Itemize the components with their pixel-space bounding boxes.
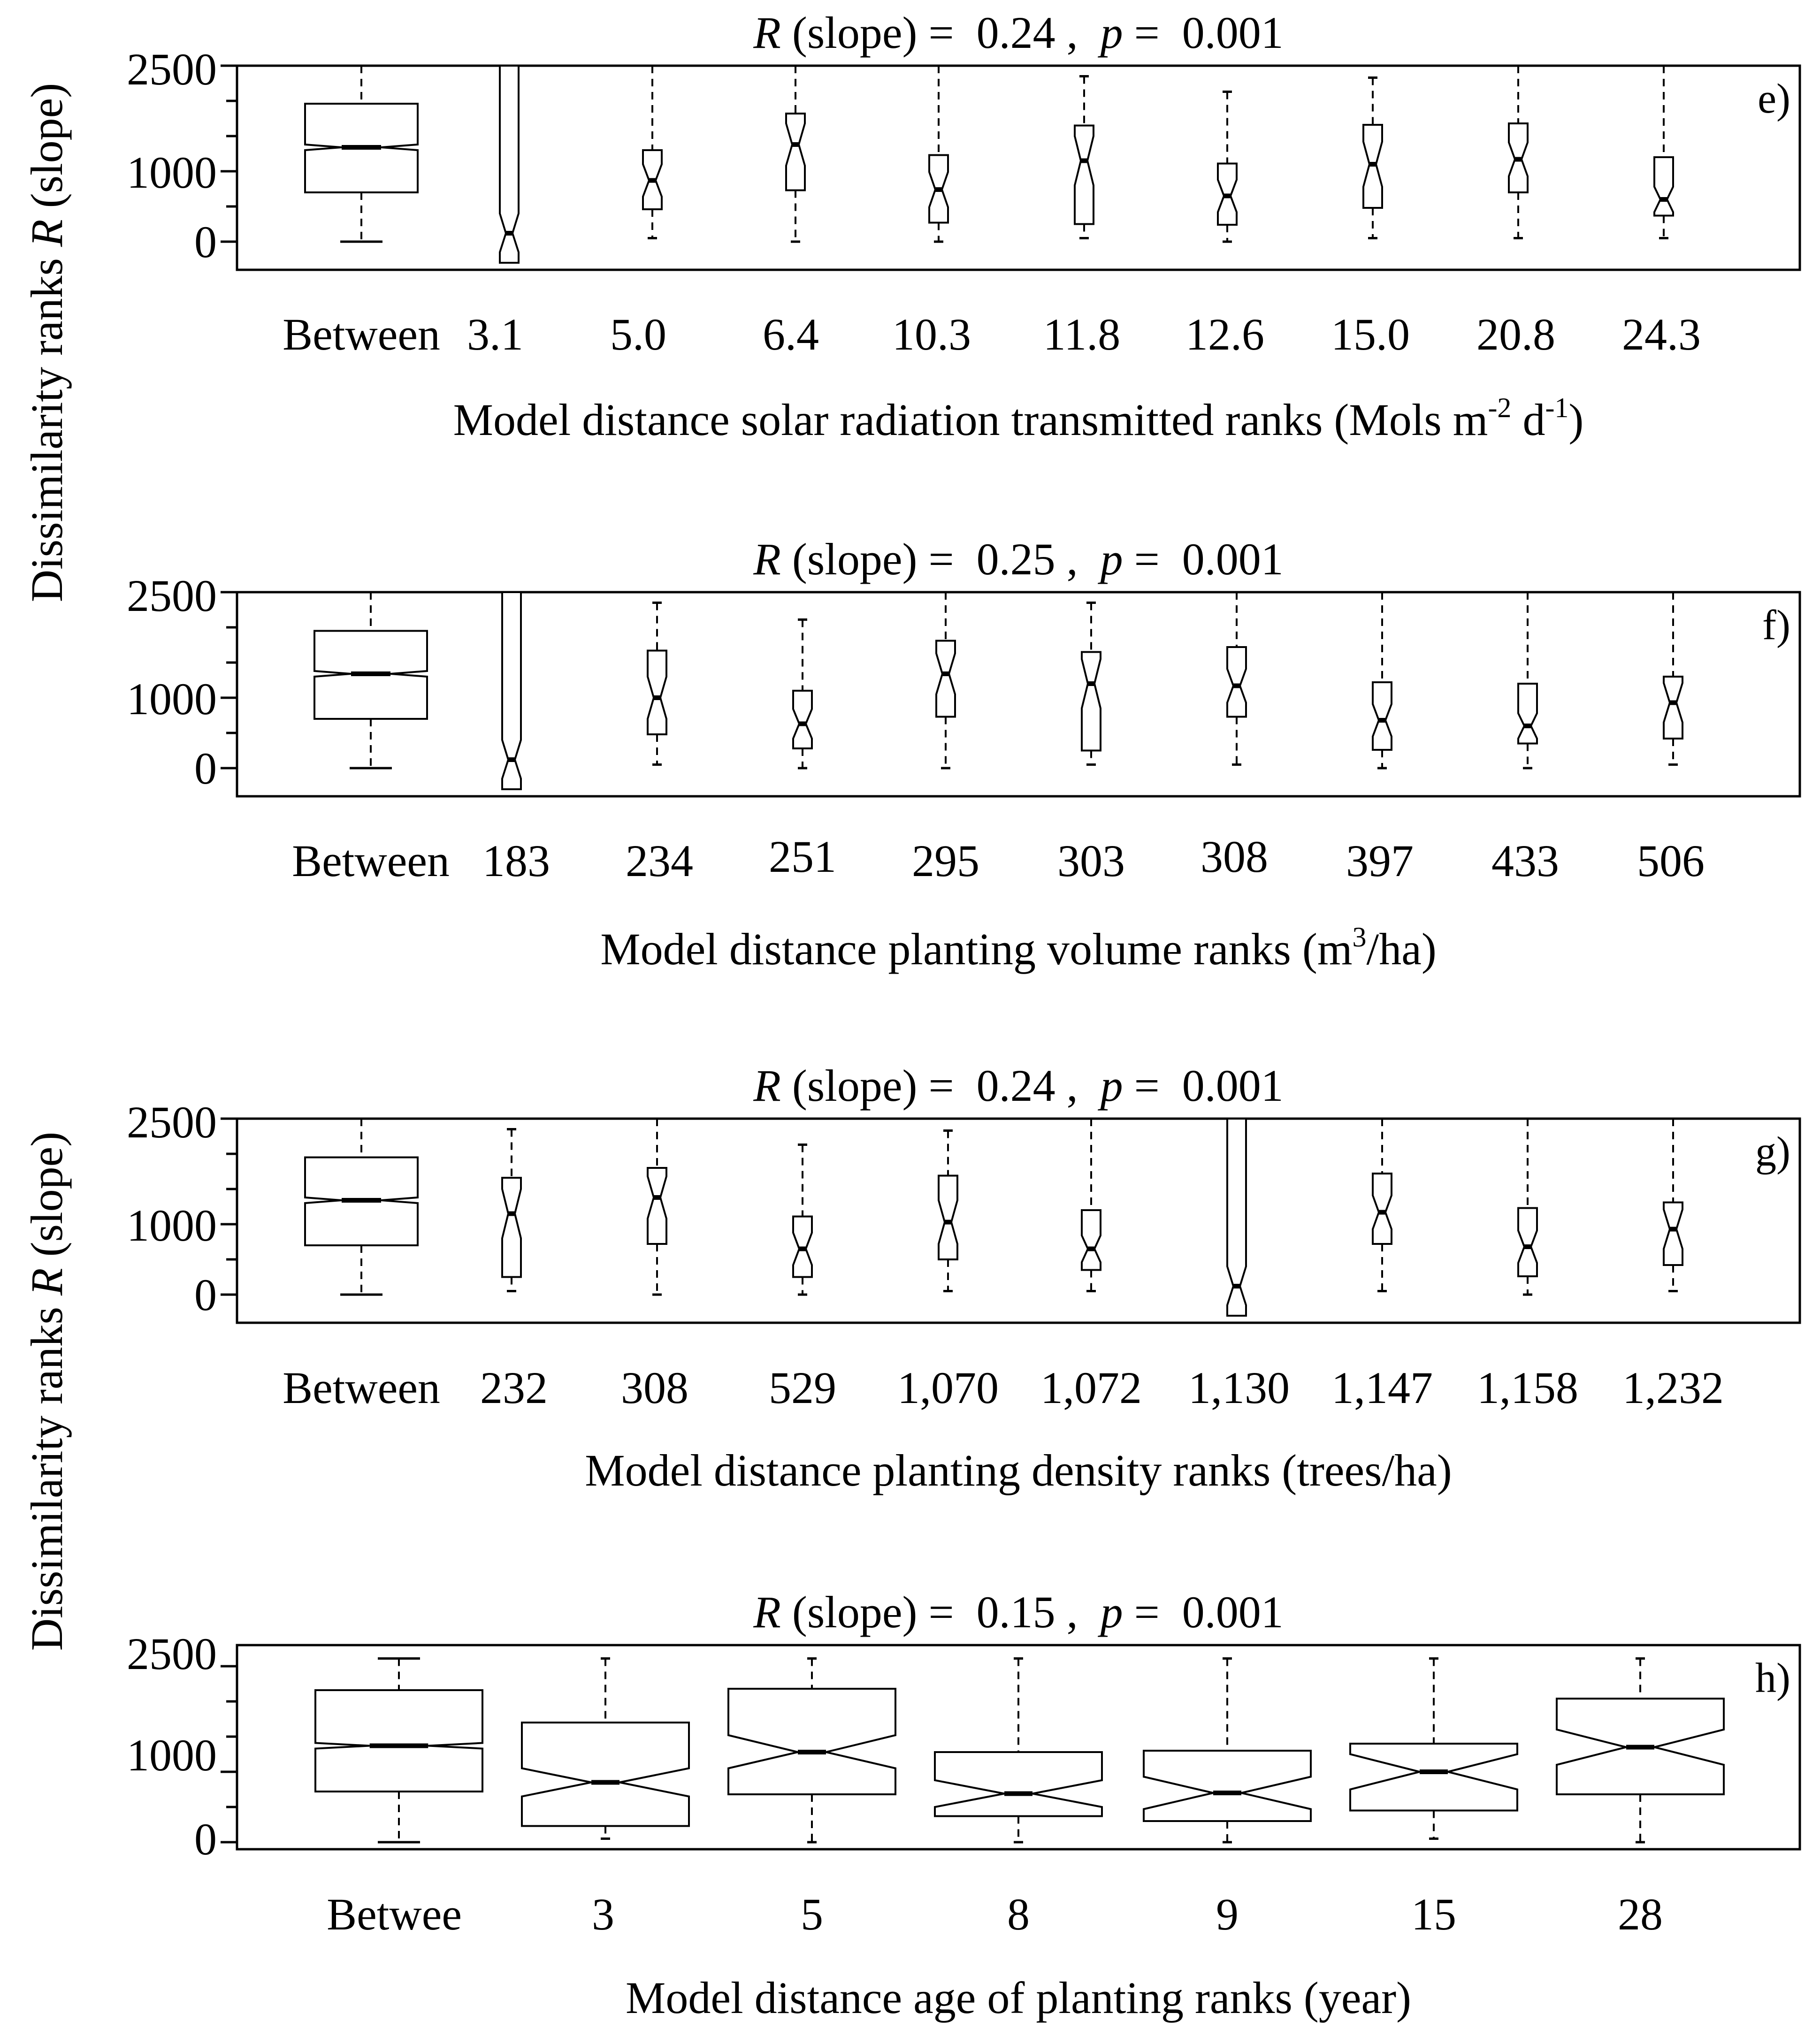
x-tick-label: 5 (801, 1889, 823, 1939)
box-Betwee (315, 1659, 482, 1843)
box-397 (1373, 592, 1392, 768)
box-183 (502, 592, 521, 789)
panel-title: R (slope) = 0.24 , p = 0.001 (753, 8, 1284, 58)
x-axis (327, 1889, 1663, 1939)
box-Between (305, 66, 418, 242)
y-tick-label: 2500 (127, 44, 217, 94)
y-axis-label-top: Dissimilarity ranks R (slope) (22, 83, 72, 602)
box-body (1654, 157, 1673, 216)
x-tick-label: 1,070 (897, 1363, 999, 1413)
box-1,130 (1227, 1119, 1246, 1316)
x-axis-label: Model distance planting volume ranks $(m^3/ha)$ (600, 922, 1437, 974)
x-tick-label: 20.8 (1476, 309, 1555, 359)
panel-g (127, 1060, 1800, 1495)
box-5 (728, 1659, 895, 1843)
x-tick-label: 1,158 (1477, 1363, 1578, 1413)
box-12.6 (1218, 92, 1237, 242)
box-6.4 (786, 66, 805, 242)
box-433 (1518, 592, 1537, 768)
x-tick-label: 6.4 (763, 309, 819, 359)
box-body (728, 1689, 895, 1794)
box-1,072 (1082, 1119, 1101, 1291)
y-axis-label-bottom: Dissimilarity ranks R (slope) (22, 1131, 72, 1651)
x-tick-label: 10.3 (892, 309, 971, 359)
box-Between (314, 592, 427, 768)
y-axis (127, 44, 237, 270)
x-axis (283, 309, 1701, 359)
box-251 (793, 620, 812, 769)
box-308 (1227, 592, 1246, 765)
box-3.1 (500, 66, 519, 263)
box-body (1227, 647, 1246, 717)
x-tick-label: Between (292, 836, 450, 886)
x-tick-label: 24.3 (1622, 309, 1701, 359)
x-tick-label: 15.0 (1331, 309, 1410, 359)
box-body (935, 1752, 1102, 1816)
box-body (1075, 126, 1094, 224)
x-tick-label: 5.0 (610, 309, 666, 359)
box-506 (1664, 592, 1682, 765)
box-Between (305, 1119, 418, 1295)
panel-title: R (slope) = 0.24 , p = 0.001 (753, 1060, 1284, 1111)
x-tick-label: Betwee (327, 1889, 462, 1939)
x-tick-label: 303 (1057, 836, 1125, 886)
panel-e (127, 8, 1800, 445)
y-tick-label: 0 (194, 1814, 217, 1864)
panel-title: R (slope) = 0.15 , p = 0.001 (753, 1587, 1284, 1637)
box-body (939, 1176, 957, 1260)
box-body (522, 1723, 689, 1826)
box-5.0 (643, 66, 662, 238)
box-body (1082, 1210, 1101, 1270)
x-tick-label: 529 (769, 1363, 836, 1413)
box-body (1518, 684, 1537, 744)
plot-frame (237, 1119, 1800, 1323)
box-529 (793, 1145, 812, 1295)
box-body (793, 691, 812, 748)
panel-label: h) (1755, 1655, 1790, 1701)
y-tick-label: 0 (194, 1270, 217, 1320)
box-11.8 (1075, 76, 1094, 238)
x-tick-label: 3.1 (467, 309, 523, 359)
panel-title: R (slope) = 0.25 , p = 0.001 (753, 534, 1284, 584)
box-body (648, 651, 666, 735)
x-tick-label: 506 (1637, 836, 1705, 886)
x-tick-label: 397 (1346, 836, 1414, 886)
box-9 (1144, 1659, 1311, 1843)
x-tick-label: 433 (1491, 836, 1559, 886)
box-body (936, 641, 955, 717)
x-tick-label: 1,232 (1622, 1363, 1724, 1413)
box-series (305, 1119, 1682, 1316)
x-tick-label: 183 (482, 836, 550, 886)
box-body (1350, 1744, 1517, 1811)
x-tick-label: 308 (1201, 831, 1268, 882)
box-8 (935, 1659, 1102, 1843)
x-tick-label: 232 (480, 1363, 548, 1413)
y-tick-label: 1000 (127, 1200, 217, 1250)
x-tick-label: Between (283, 1363, 440, 1413)
box-1,232 (1664, 1119, 1682, 1291)
panel-h (127, 1587, 1800, 2023)
x-tick-label: 234 (626, 836, 693, 886)
y-tick-label: 0 (194, 743, 217, 793)
x-axis-label: Model distance solar radiation transmitted ranks (Mols $m^{-2}$ $d^{-1}$) (453, 392, 1584, 445)
y-tick-label: 2500 (127, 571, 217, 621)
box-body (1144, 1751, 1311, 1821)
x-axis-label: Model distance age of planting ranks (year) (625, 1973, 1412, 2023)
y-axis (127, 1097, 237, 1323)
box-body (1518, 1208, 1537, 1277)
box-3 (522, 1659, 689, 1839)
box-303 (1082, 603, 1101, 765)
plot-frame (237, 66, 1800, 270)
box-28 (1557, 1659, 1724, 1843)
x-tick-label: 12.6 (1185, 309, 1264, 359)
box-1,158 (1518, 1119, 1537, 1295)
y-axis (127, 1629, 237, 1864)
box-body (1373, 1174, 1392, 1244)
x-axis (292, 831, 1705, 886)
box-body (315, 1690, 482, 1792)
x-tick-label: 1,147 (1331, 1363, 1433, 1413)
panel-label: f) (1762, 602, 1790, 648)
panel-f (127, 534, 1800, 974)
x-axis-label: Model distance planting density ranks (trees/ha) (585, 1445, 1452, 1495)
x-tick-label: 295 (912, 836, 979, 886)
panel-label: g) (1755, 1128, 1790, 1175)
box-1,147 (1373, 1119, 1392, 1291)
x-tick-label: 1,072 (1040, 1363, 1142, 1413)
box-20.8 (1509, 66, 1528, 238)
x-tick-label: 9 (1216, 1889, 1239, 1939)
box-234 (648, 603, 666, 765)
panel-label: e) (1758, 76, 1790, 122)
box-body (786, 114, 805, 191)
plot-frame (237, 592, 1800, 796)
box-body (1082, 652, 1101, 751)
x-tick-label: 308 (621, 1363, 688, 1413)
box-1,070 (939, 1131, 957, 1291)
box-body (1373, 682, 1392, 750)
x-tick-label: 15 (1411, 1889, 1456, 1939)
box-body (1664, 1203, 1682, 1266)
x-tick-label: 3 (592, 1889, 614, 1939)
box-295 (936, 592, 955, 768)
x-tick-label: 8 (1007, 1889, 1030, 1939)
y-tick-label: 1000 (127, 674, 217, 724)
box-15 (1350, 1659, 1517, 1839)
x-tick-label: 11.8 (1043, 309, 1121, 359)
x-tick-label: 28 (1618, 1889, 1663, 1939)
x-tick-label: 1,130 (1188, 1363, 1290, 1413)
box-body (648, 1168, 666, 1244)
y-tick-label: 2500 (127, 1629, 217, 1679)
y-tick-label: 1000 (127, 147, 217, 198)
box-24.3 (1654, 66, 1673, 238)
box-series (314, 592, 1682, 789)
box-body (502, 1178, 521, 1277)
box-series (315, 1659, 1724, 1843)
y-tick-label: 0 (194, 217, 217, 267)
box-10.3 (929, 66, 948, 242)
box-series (305, 66, 1673, 263)
box-308 (648, 1119, 666, 1295)
x-tick-label: Between (283, 309, 440, 359)
box-232 (502, 1129, 521, 1291)
box-body (1664, 677, 1682, 739)
x-axis (283, 1363, 1724, 1413)
x-tick-label: 251 (769, 831, 836, 882)
y-tick-label: 1000 (127, 1730, 217, 1780)
y-tick-label: 2500 (127, 1097, 217, 1147)
y-axis (127, 571, 237, 796)
box-15.0 (1363, 78, 1382, 238)
